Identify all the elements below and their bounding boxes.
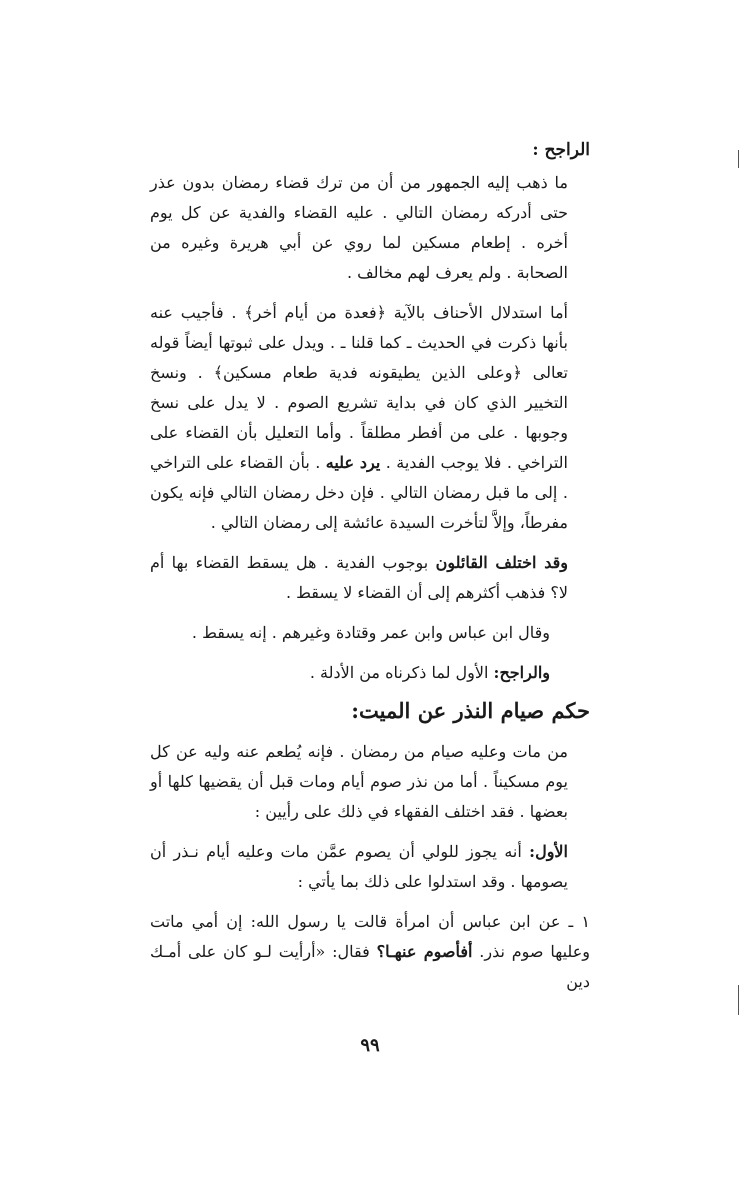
- paragraph-first-opinion: [150, 837, 590, 897]
- paragraph-vow-intro: من مات وعليه صيام من رمضان . فإنه يُطعم عنه وليه عن كل يوم مسكيناً . أما من نذر صوم أيام ومات قبل أن يقضيها كلها أو بعضها . فقد اختلف الفقهاء في ذلك على رأيين :: [150, 742, 568, 821]
- paragraph-hadith-one: [150, 907, 590, 997]
- text-span: الأول لما ذكرناه من الأدلة .: [309, 663, 489, 682]
- text-span: . بأن القضاء على التراخي . إلى ما قبل رمضان التالي . فإن دخل رمضان التالي فإنه يكون مفرطاً، وإلاَّ لتأخرت السيدة عائشة إلى رمضان التالي .: [150, 453, 568, 532]
- paragraph-ibn-abbas-opinion: وقال ابن عباس وابن عمر وقتادة وغيرهم . إنه يسقط .: [191, 623, 550, 642]
- paragraph-hanafi-argument: [150, 298, 590, 538]
- text-span: أنه يجوز للولي أن يصوم عمَّن مات وعليه أيام نـذر أن يصومها . وقد استدلوا على ذلك بما يأتي :: [150, 842, 568, 891]
- text-span: فقال: «أرأيت لـو كان على أمـك دين: [150, 942, 590, 991]
- page-number: ٩٩: [360, 1035, 380, 1056]
- scan-edge-mark: [738, 150, 739, 168]
- text-span: ١ ـ عن ابن عباس أن امرأة قالت يا رسول الله: إن أمي ماتت وعليها صوم نذر.: [150, 912, 590, 961]
- paragraph-disagreement: [150, 548, 590, 608]
- paragraph-preponderant-conclusion: [150, 658, 590, 688]
- paragraph-majority-opinion: ما ذهب إليه الجمهور من أن من ترك قضاء رمضان بدون عذر حتى أدركه رمضان التالي . عليه القضاء والفدية عن كل يوم أخره . إطعام مسكين لما روي عن أبي هريرة وغيره من الصحابة . ولم يعرف لهم مخالف .: [150, 173, 568, 282]
- page-body: [150, 140, 590, 1007]
- section-heading-preponderant: الراجح :: [532, 140, 590, 160]
- bold-phrase: الأول:: [529, 842, 568, 861]
- scan-edge-mark: [738, 985, 739, 1015]
- bold-phrase: والراجح:: [493, 663, 550, 682]
- text-span: أما استدلال الأحناف بالآية ﴿فعدة من أيام أخر﴾ . فأجيب عنه بأنها ذكرت في الحديث ـ كما قلنا ـ . ويدل على ثبوتها أيضاً قوله تعالى ﴿وعلى الذين يطيقونه فدية طعام مسكين﴾ . ونسخ التخيير الذي كان في بداية تشريع الصوم . لا يدل على نسخ وجوبها . على من أفطر مطلقاً . وأما التعليل بأن القضاء على التراخي . فلا يوجب الفدية .: [150, 303, 568, 472]
- bold-phrase: وقد اختلف القائلون: [435, 553, 568, 572]
- section-heading-vow-fasting: حكم صيام النذر عن الميت:: [351, 698, 590, 723]
- text-span: بوجوب الفدية . هل يسقط القضاء بها أم لا؟ فذهب أكثرهم إلى أن القضاء لا يسقط .: [150, 553, 568, 602]
- bold-phrase: أفأصوم عنهـا؟: [376, 942, 473, 961]
- bold-phrase: يرد عليه: [325, 453, 381, 472]
